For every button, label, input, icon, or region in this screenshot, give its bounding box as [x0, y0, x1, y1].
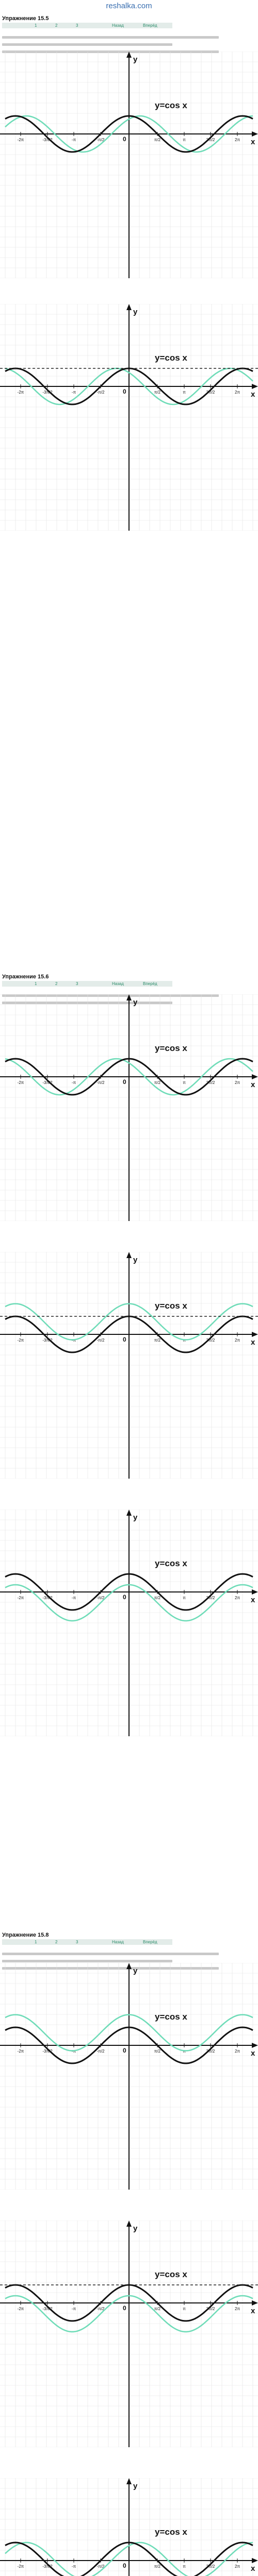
exercise-header — [2, 1932, 219, 1946]
x-axis-arrow-icon — [252, 2043, 258, 2048]
exercise-nav-strip — [2, 981, 172, 987]
nav-button[interactable]: 2 — [55, 23, 58, 28]
solution-text-line — [2, 1960, 172, 1962]
exercise-title: Упражнение 15.5 — [2, 15, 49, 22]
nav-button[interactable]: 1 — [35, 23, 37, 28]
function-label: y=cos x — [155, 100, 187, 110]
nav-button[interactable]: 1 — [35, 1940, 37, 1944]
x-tick-label: 2π — [235, 2564, 240, 2569]
x-tick-label: -π — [71, 2307, 76, 2311]
exercise-title: Упражнение 15.8 — [2, 1932, 49, 1938]
x-tick-label: 3π/2 — [206, 2307, 215, 2311]
function-label: y=cos x — [155, 2527, 187, 2537]
nav-button[interactable]: Вперёд — [143, 1940, 157, 1944]
x-tick-label: 2π — [235, 1080, 240, 1085]
x-tick-label: π/2 — [154, 1596, 161, 1600]
y-axis-arrow-icon — [126, 1510, 132, 1516]
x-tick-label: 2π — [235, 2049, 240, 2054]
nav-button[interactable]: 1 — [35, 981, 37, 986]
x-tick-label: 2π — [235, 1596, 240, 1600]
x-tick-label: 3π/2 — [206, 390, 215, 395]
y-axis-label: y — [133, 308, 138, 316]
function-label: y=cos x — [155, 2012, 187, 2022]
x-tick-label: -π/2 — [96, 2564, 105, 2569]
origin-label: 0 — [123, 135, 126, 143]
x-tick-label: 3π/2 — [206, 1596, 215, 1600]
x-axis-label: x — [251, 2307, 255, 2315]
x-tick-label: -2π — [17, 138, 24, 142]
x-axis-label: x — [251, 2049, 255, 2058]
x-tick-label: -π/2 — [96, 138, 105, 142]
y-axis-label: y — [133, 55, 138, 64]
function-label: y=cos x — [155, 353, 187, 363]
x-axis-arrow-icon — [252, 1074, 258, 1079]
nav-button[interactable]: 2 — [55, 981, 58, 986]
origin-label: 0 — [123, 2562, 126, 2569]
cos-graph — [0, 304, 258, 531]
cos-graph — [0, 994, 258, 1221]
x-tick-label: -π/2 — [96, 1338, 105, 1343]
x-tick-label: π/2 — [154, 2307, 161, 2311]
solution-text-line — [2, 36, 219, 39]
x-tick-label: -π/2 — [96, 1596, 105, 1600]
x-tick-label: 3π/2 — [206, 1338, 215, 1343]
site-logo-link[interactable]: reshalka.com — [106, 2, 152, 10]
nav-button[interactable]: 3 — [76, 23, 78, 28]
y-axis-label: y — [133, 1256, 138, 1264]
nav-button[interactable]: Назад — [112, 1940, 124, 1944]
x-tick-label: 3π/2 — [206, 138, 215, 142]
exercise-nav-strip — [2, 23, 172, 28]
y-axis-label: y — [133, 2224, 138, 2233]
origin-label: 0 — [123, 1078, 126, 1086]
nav-button[interactable]: Назад — [112, 981, 124, 986]
y-axis-arrow-icon — [126, 2221, 132, 2227]
y-axis-label: y — [133, 2482, 138, 2490]
x-tick-label: -3π/2 — [42, 390, 53, 395]
y-axis-arrow-icon — [126, 304, 132, 310]
exercise-header — [2, 15, 219, 30]
cos-graph — [0, 1510, 258, 1736]
cos-graph — [0, 1252, 258, 1479]
x-tick-label: 3π/2 — [206, 1080, 215, 1085]
x-tick-label: π — [183, 1338, 186, 1343]
x-tick-label: -3π/2 — [42, 1338, 53, 1343]
x-tick-label: -2π — [17, 1596, 24, 1600]
x-axis-label: x — [251, 138, 255, 146]
x-tick-label: π/2 — [154, 390, 161, 395]
y-axis-label: y — [133, 1513, 138, 1522]
nav-button[interactable]: Вперёд — [143, 23, 157, 28]
x-tick-label: π — [183, 2564, 186, 2569]
x-tick-label: π — [183, 2049, 186, 2054]
y-axis-label: y — [133, 1967, 138, 1975]
x-tick-label: -π — [71, 1596, 76, 1600]
x-axis-label: x — [251, 1080, 255, 1089]
x-tick-label: π — [183, 2307, 186, 2311]
x-tick-label: -2π — [17, 2307, 24, 2311]
x-tick-label: π — [183, 1080, 186, 1085]
x-tick-label: -2π — [17, 2564, 24, 2569]
x-axis-label: x — [251, 1338, 255, 1347]
y-axis-arrow-icon — [126, 2478, 132, 2484]
origin-label: 0 — [123, 1336, 126, 1343]
x-tick-label: 2π — [235, 138, 240, 142]
x-tick-label: -π/2 — [96, 2049, 105, 2054]
origin-label: 0 — [123, 2047, 126, 2054]
function-label: y=cos x — [155, 2269, 187, 2279]
x-tick-label: π — [183, 390, 186, 395]
x-tick-label: -π — [71, 2564, 76, 2569]
x-axis-label: x — [251, 390, 255, 399]
y-axis-arrow-icon — [126, 1252, 132, 1258]
y-axis-label: y — [133, 998, 138, 1007]
exercise-header — [2, 974, 219, 988]
x-axis-arrow-icon — [252, 2300, 258, 2306]
cos-graph — [0, 52, 258, 278]
exercise-title: Упражнение 15.6 — [2, 974, 49, 980]
x-tick-label: -3π/2 — [42, 138, 53, 142]
x-tick-label: -3π/2 — [42, 2564, 53, 2569]
x-tick-label: π/2 — [154, 2564, 161, 2569]
x-axis-arrow-icon — [252, 131, 258, 137]
function-label: y=cos x — [155, 1558, 187, 1568]
x-tick-label: -3π/2 — [42, 1080, 53, 1085]
x-tick-label: π — [183, 1596, 186, 1600]
x-tick-label: -3π/2 — [42, 1596, 53, 1600]
solution-text-line — [2, 43, 172, 46]
x-tick-label: -π — [71, 138, 76, 142]
x-tick-label: -π — [71, 2049, 76, 2054]
nav-button[interactable]: Вперёд — [143, 981, 157, 986]
x-tick-label: -2π — [17, 390, 24, 395]
x-axis-arrow-icon — [252, 1589, 258, 1595]
x-axis-arrow-icon — [252, 2558, 258, 2563]
x-tick-label: π — [183, 138, 186, 142]
origin-label: 0 — [123, 2304, 126, 2312]
x-axis-arrow-icon — [252, 384, 258, 389]
x-tick-label: -3π/2 — [42, 2049, 53, 2054]
x-tick-label: 2π — [235, 2307, 240, 2311]
x-tick-label: -π/2 — [96, 2307, 105, 2311]
x-axis-label: x — [251, 2564, 255, 2573]
exercise-nav-strip — [2, 1939, 172, 1945]
cos-graph — [0, 1963, 258, 2190]
x-tick-label: π/2 — [154, 138, 161, 142]
cos-graph — [0, 2478, 258, 2576]
x-tick-label: -π — [71, 1338, 76, 1343]
nav-button[interactable]: 3 — [76, 1940, 78, 1944]
origin-label: 0 — [123, 1594, 126, 1601]
x-tick-label: -π/2 — [96, 1080, 105, 1085]
x-tick-label: -2π — [17, 1080, 24, 1085]
x-tick-label: 2π — [235, 390, 240, 395]
page-content — [0, 15, 258, 2576]
x-axis-label: x — [251, 1596, 255, 1604]
x-tick-label: 3π/2 — [206, 2564, 215, 2569]
site-header — [0, 0, 258, 15]
y-axis-arrow-icon — [126, 52, 132, 58]
x-axis-arrow-icon — [252, 1332, 258, 1337]
x-tick-label: 2π — [235, 1338, 240, 1343]
x-tick-label: -π/2 — [96, 390, 105, 395]
function-label: y=cos x — [155, 1043, 187, 1053]
y-axis-arrow-icon — [126, 1963, 132, 1969]
nav-button[interactable]: 2 — [55, 1940, 58, 1944]
x-tick-label: π/2 — [154, 1080, 161, 1085]
origin-label: 0 — [123, 388, 126, 395]
x-tick-label: -2π — [17, 1338, 24, 1343]
x-tick-label: -3π/2 — [42, 2307, 53, 2311]
x-tick-label: -2π — [17, 2049, 24, 2054]
cos-graph — [0, 2221, 258, 2447]
solution-text-line — [2, 1953, 219, 1955]
x-tick-label: 3π/2 — [206, 2049, 215, 2054]
x-tick-label: π/2 — [154, 2049, 161, 2054]
x-tick-label: -π — [71, 390, 76, 395]
function-label: y=cos x — [155, 1301, 187, 1311]
x-tick-label: π/2 — [154, 1338, 161, 1343]
x-tick-label: -π — [71, 1080, 76, 1085]
y-axis-arrow-icon — [126, 994, 132, 1001]
nav-button[interactable]: Назад — [112, 23, 124, 28]
nav-button[interactable]: 3 — [76, 981, 78, 986]
